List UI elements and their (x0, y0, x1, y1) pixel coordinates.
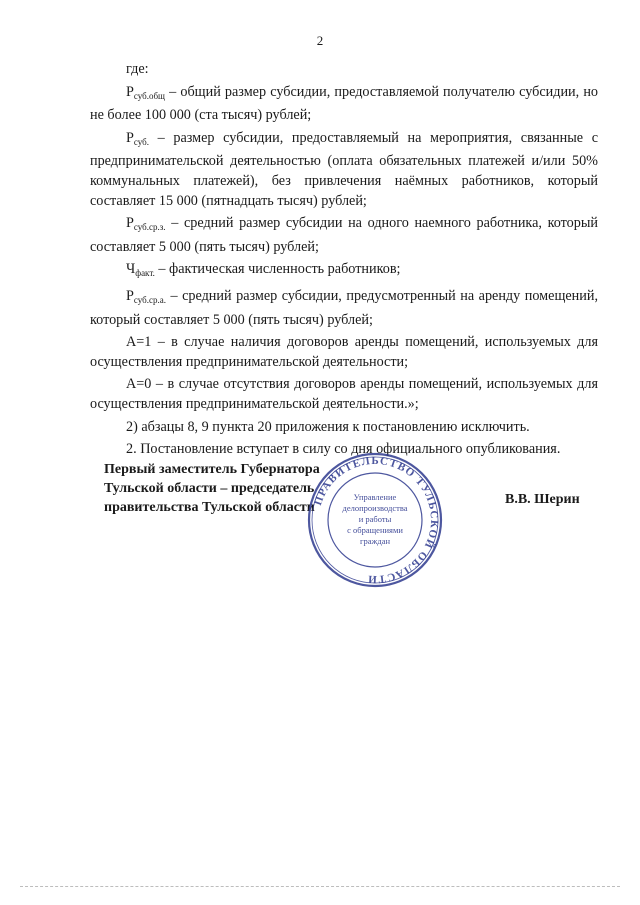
paragraph-formula-var: $Р_{суб.ср.а.}$ – средний размер субсидии, предусмотренный на аренду помещений, который составляет 5 000 (пять тысяч) рублей; (90, 287, 598, 328)
paragraph-item-2: 2) абзацы 8, 9 пункта 20 приложения к постановлению исключить. (126, 418, 530, 435)
paragraph-effective: 2. Постановление вступает в силу со дня официального опубликования. (126, 441, 561, 458)
paragraph-formula-var: $Р_{суб.ср.з.}$ – средний размер субсидии на одного наемного работника, который составляет 5 000 (пять тысяч) рублей; (90, 215, 598, 255)
seal-line-1: Управление (353, 492, 397, 502)
paragraph-formula-var: $Р_{суб.}$ – размер субсидии, предоставляемый на мероприятия, связанные с предпринимательской деятельностью (оплата обязательных платежей и/или 50% коммунальных платежей), без привлечения наёмных работников, который составляет 15 000 (пятнадцать тысяч) рублей; (90, 129, 598, 209)
signatory-title: Первый заместитель Губернатора Тульской области – председатель правительства Тульской области (104, 462, 320, 515)
seal-outer-text: ПРАВИТЕЛЬСТВО ТУЛЬСКОЙ ОБЛАСТИ (312, 454, 441, 586)
seal-line-4: с обращениями (347, 525, 403, 535)
document-body (90, 60, 598, 463)
official-seal-stamp (305, 450, 445, 590)
paragraph-formula-var: $Ч_{факт.}$ – фактическая численность работников; (126, 261, 401, 279)
page-number: 2 (316, 33, 324, 48)
paragraph-a0: А=0 – в случае отсутствия договоров аренды помещений, используемых для осуществления предпринимательской деятельности.»; (90, 376, 598, 412)
page-bottom-divider (20, 886, 620, 888)
seal-line-3: и работы (358, 514, 392, 524)
paragraph-formula-var: $Р_{суб.общ}$ – общий размер субсидии, предоставляемой получателю субсидии, но не более 100 000 (ста тысяч) рублей; (90, 83, 598, 124)
seal-line-2: делопроизводства (342, 503, 408, 513)
signatory-name: В.В. Шерин (505, 492, 580, 507)
paragraph-a1: А=1 – в случае наличия договоров аренды помещений, используемых для осуществления предпринимательской деятельности; (90, 334, 598, 370)
seal-line-5: граждан (359, 536, 391, 546)
paragraph-where: где: (126, 61, 149, 77)
